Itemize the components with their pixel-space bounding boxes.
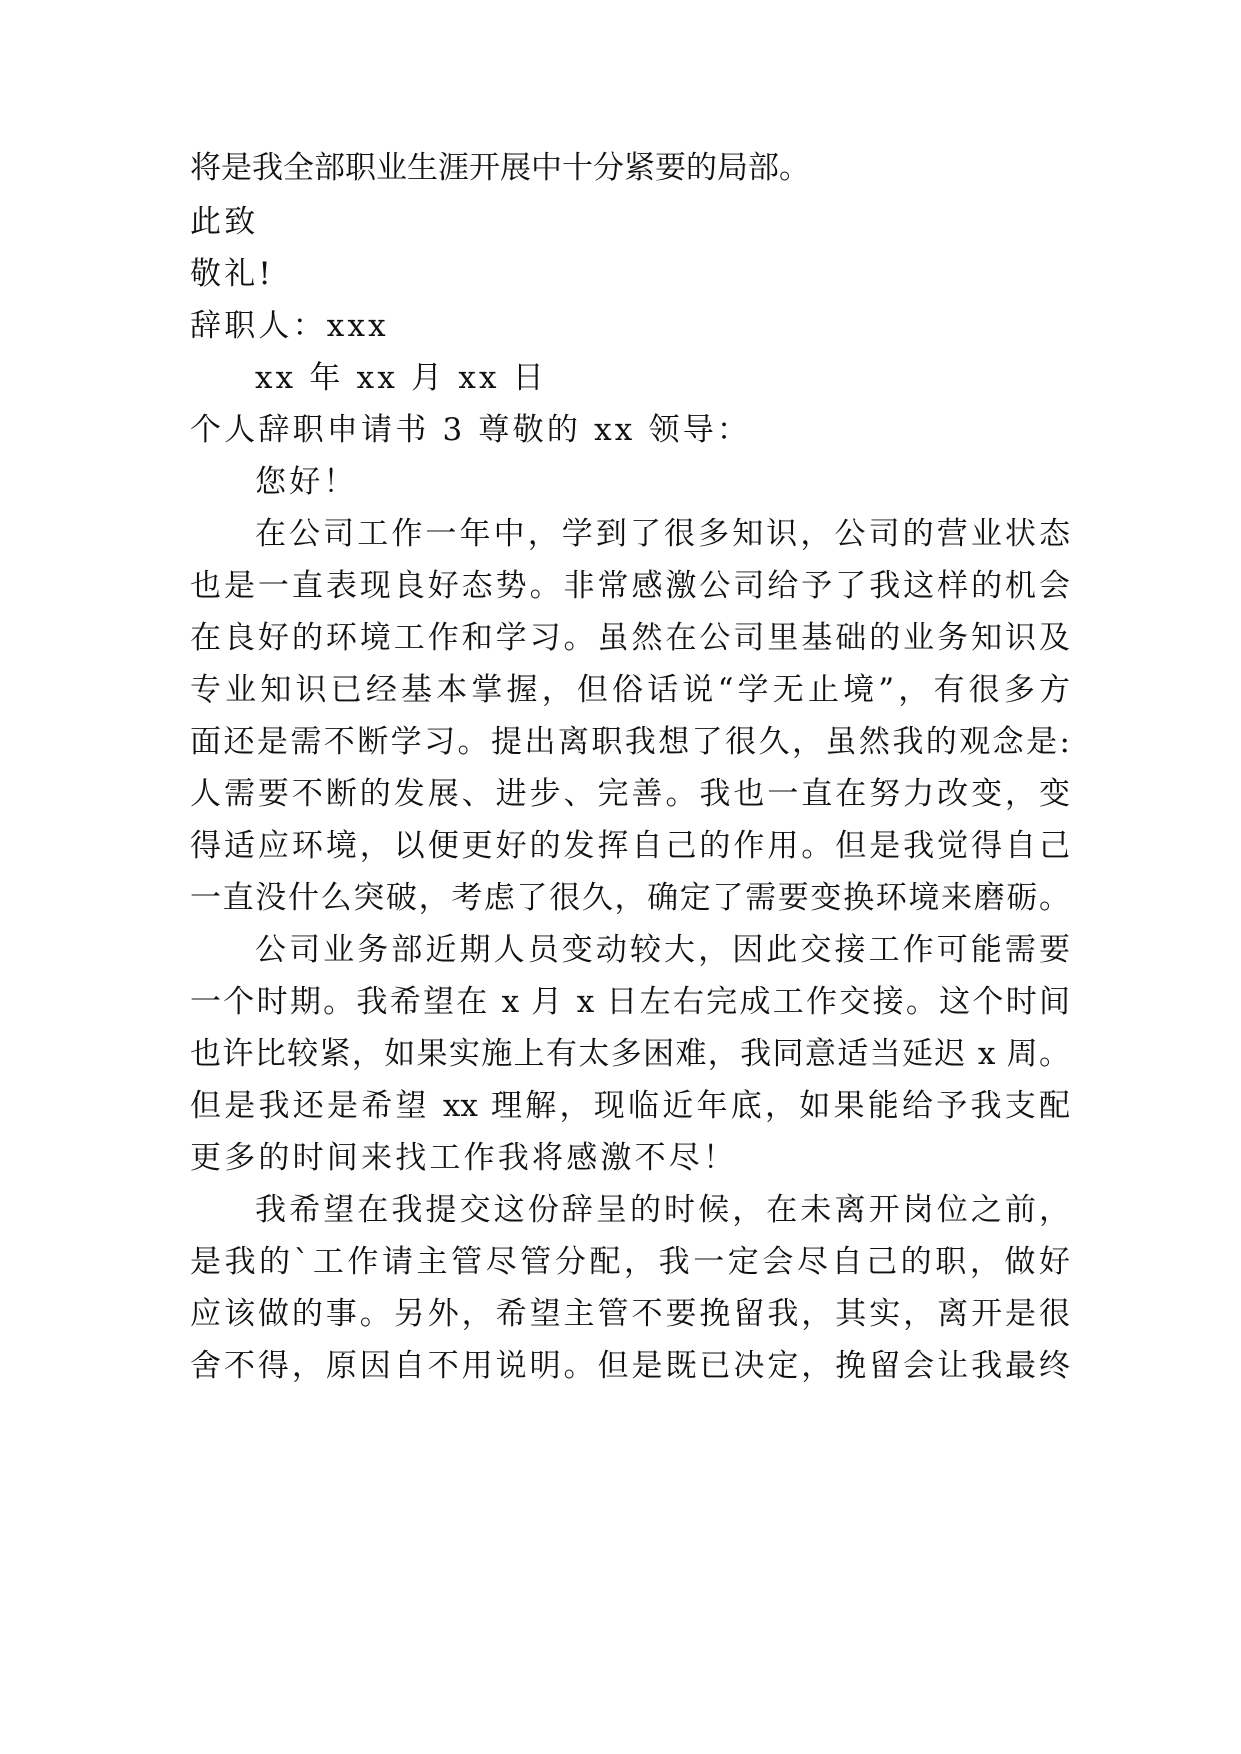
text-line-p2-3: 也许比较紧，如果实施上有太多困难，我同意适当延迟 x 周。 xyxy=(190,1036,1070,1072)
text-line-p3-2: 是我的`工作请主管尽管分配，我一定会尽自己的职，做好 xyxy=(190,1244,1070,1280)
text-line-p1-3: 在良好的环境工作和学习。虽然在公司里基础的业务知识及 xyxy=(190,620,1070,656)
text-line-p3-4: 舍不得，原因自不用说明。但是既已决定，挽留会让我最终 xyxy=(190,1348,1070,1384)
text-line-date: xx 年 xx 月 xx 日 xyxy=(255,360,547,396)
text-line-p1-4: 专业知识已经基本掌握，但俗话说“学无止境”，有很多方 xyxy=(190,672,1070,708)
text-line-1: 将是我全部职业生涯开展中十分紧要的局部。 xyxy=(190,150,810,186)
text-line-signer: 辞职人：xxx xyxy=(190,308,389,344)
text-line-p3-1: 我希望在我提交这份辞呈的时候，在未离开岗位之前， xyxy=(255,1192,1070,1228)
text-line-p2-2: 一个时期。我希望在 x 月 x 日左右完成工作交接。这个时间 xyxy=(190,984,1070,1020)
text-line-salutation: 敬礼! xyxy=(190,256,275,292)
text-line-closing: 此致 xyxy=(190,204,259,240)
text-line-p2-4: 但是我还是希望 xx 理解，现临近年底，如果能给予我支配 xyxy=(190,1088,1070,1124)
text-line-p1-7: 得适应环境，以便更好的发挥自己的作用。但是我觉得自己 xyxy=(190,828,1070,864)
text-line-p3-3: 应该做的事。另外，希望主管不要挽留我，其实，离开是很 xyxy=(190,1296,1070,1332)
text-line-p1-5: 面还是需不断学习。提出离职我想了很久，虽然我的观念是: xyxy=(190,724,1070,760)
text-line-p2-1: 公司业务部近期人员变动较大，因此交接工作可能需要 xyxy=(255,932,1070,968)
text-line-greeting: 您好！ xyxy=(255,464,358,500)
text-line-p1-6: 人需要不断的发展、进步、完善。我也一直在努力改变，变 xyxy=(190,776,1070,812)
text-line-p1-2: 也是一直表现良好态势。非常感激公司给予了我这样的机会 xyxy=(190,568,1070,604)
text-line-p1-8: 一直没什么突破，考虑了很久，确定了需要变换环境来磨砺。 xyxy=(190,880,1070,916)
text-line-p2-5: 更多的时间来找工作我将感激不尽！ xyxy=(190,1140,738,1176)
text-line-p1-1: 在公司工作一年中，学到了很多知识，公司的营业状态 xyxy=(255,516,1070,552)
text-line-heading: 个人辞职申请书 3 尊敬的 xx 领导： xyxy=(190,412,752,448)
